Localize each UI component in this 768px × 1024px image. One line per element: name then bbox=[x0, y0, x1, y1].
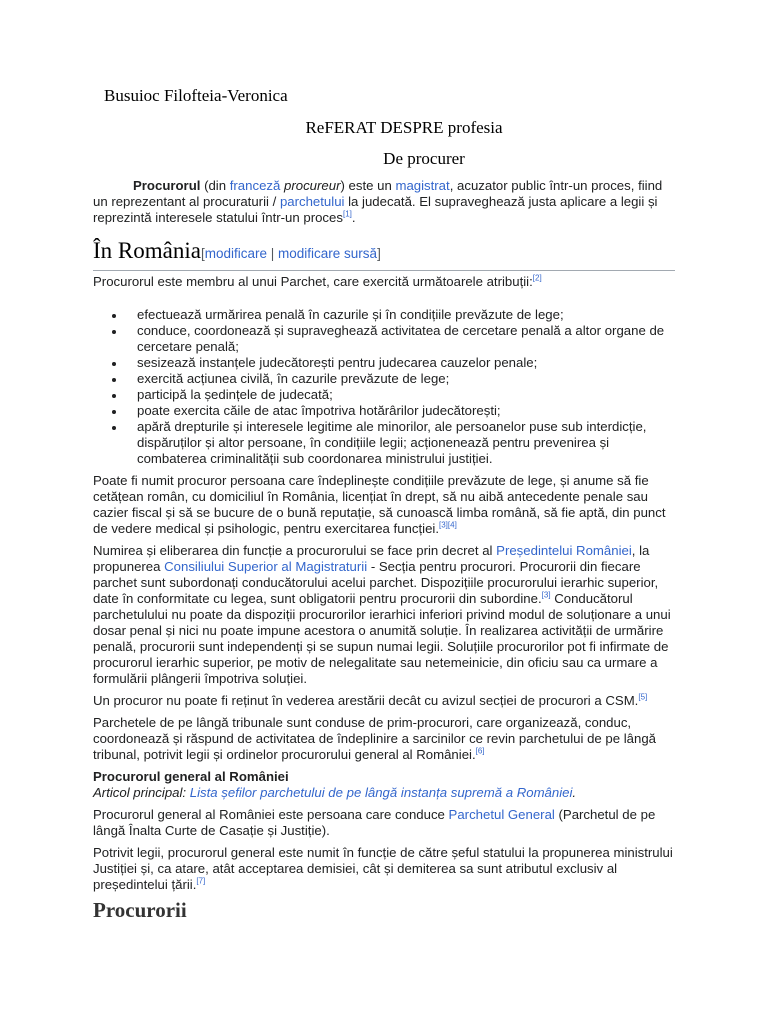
paragraph-text: Un procuror nu poate fi reținut în vederea arestării decât cu avizul secției de procurori a CSM. bbox=[93, 693, 639, 708]
hatnote bbox=[93, 785, 678, 801]
edit-link[interactable]: modificare bbox=[204, 246, 267, 261]
duties-list bbox=[93, 307, 678, 467]
edit-separator: | bbox=[267, 246, 279, 261]
intro-text: , acuzator public într-un proces, fiind un reprezentant al procuraturii / bbox=[93, 178, 663, 209]
paragraph-text: Numirea și eliberarea din funcție a procurorului se face prin decret al bbox=[93, 543, 497, 558]
list-item: exercită acțiunea civilă, în cazurile prevăzute de lege; bbox=[137, 371, 678, 387]
author-name: Busuioc Filofteia-Veronica bbox=[104, 86, 288, 105]
intro-text: (din bbox=[200, 178, 230, 193]
ref-1[interactable]: [1] bbox=[342, 209, 352, 219]
conditions-paragraph bbox=[93, 473, 678, 537]
subsection-heading: Procurorul general al României bbox=[93, 769, 289, 784]
ref-7[interactable]: [7] bbox=[196, 876, 206, 886]
list-item: poate exercita căile de atac împotriva hotărârilor judecătorești; bbox=[137, 403, 678, 419]
link-csm[interactable]: Consiliului Superior al Magistraturii bbox=[164, 559, 368, 574]
ref-6[interactable]: [6] bbox=[475, 746, 485, 756]
paragraph-text: - Secția pentru procurori. Procurorii din fiecare parchet sunt subordonați conducătorului acelui parchet. Dispozițiile procurorului ierarhic superior, date în conformitate cu legea, sunt obligatorii pentru procurorii din subordine. bbox=[93, 559, 659, 606]
section-heading-procurorii: Procurorii bbox=[93, 898, 187, 922]
ref-2[interactable]: [2] bbox=[532, 273, 542, 283]
document-title: ReFERAT DESPRE profesia bbox=[305, 118, 503, 137]
document-subtitle: De procurer bbox=[383, 149, 465, 168]
term-bold: Procurorul bbox=[133, 178, 201, 193]
hatnote-end: . bbox=[572, 785, 577, 800]
edit-bracket: ] bbox=[377, 246, 381, 261]
link-franceza[interactable]: franceză bbox=[229, 178, 281, 193]
paragraph-text: Conducătorul parchetulului nu poate da dispoziții procurorilor ierarhici inferiori privind modul de soluționare a unui dosar penal și nici nu poate impune acestora o anumită soluție. În realizarea activității de urmărire penală, procurorii sunt independenți și se supun numai legii. Soluțiile procurorilor pot fi infirmate de procurorul ierarhic superior, pe motiv de nelegalitate sau netemeinicie, din oficiu sau ca urmare a formulării plângerii împotriva soluției. bbox=[93, 591, 671, 686]
list-item: conduce, coordonează și supraveghează activitatea de cercetare penală a altor organe de cercetare penală; bbox=[137, 323, 678, 355]
arrest-paragraph bbox=[93, 693, 678, 709]
intro-paragraph bbox=[93, 178, 678, 226]
edit-bracket: [ bbox=[200, 246, 205, 261]
intro-text: . bbox=[351, 210, 356, 225]
general-paragraph-1 bbox=[93, 807, 678, 839]
hatnote-link[interactable]: Lista șefilor parchetului de pe lângă instanța supremă a României bbox=[189, 785, 573, 800]
hatnote-label: Articol principal: bbox=[93, 785, 190, 800]
ref-5[interactable]: [5] bbox=[638, 692, 648, 702]
paragraph-text: , la propunerea bbox=[93, 543, 650, 574]
main-content bbox=[93, 274, 678, 893]
origin-word: procureur bbox=[284, 178, 341, 193]
appointment-paragraph bbox=[93, 543, 678, 687]
link-parchetul-general[interactable]: Parchetul General bbox=[448, 807, 555, 822]
general-paragraph-2 bbox=[93, 845, 678, 893]
ref-3[interactable]: [3] bbox=[541, 590, 551, 600]
list-item: efectuează urmărirea penală în cazurile și în condițiile prevăzute de lege; bbox=[137, 307, 678, 323]
paragraph-text: (Parchetul de pe lângă Înalta Curte de Casație și Justiție). bbox=[93, 807, 656, 838]
list-item: apără drepturile și interesele legitime ale minorilor, ale persoanelor puse sub interdicție, dispăruților și altor persoane, în condițiile legii; acționenează pentru prevenirea și combaterea criminalității sub coordonarea ministrului justiției. bbox=[137, 419, 678, 467]
list-item: sesizează instanțele judecătorești pentru judecarea cauzelor penale; bbox=[137, 355, 678, 371]
section-heading-romania bbox=[93, 238, 675, 271]
link-parchetului[interactable]: parchetului bbox=[279, 194, 345, 209]
link-magistrat[interactable]: magistrat bbox=[395, 178, 450, 193]
paragraph-text: Poate fi numit procuror persoana care îndeplinește condițiile prevăzute de lege, și anume să fie cetățean român, cu domiciliul în România, licențiat în drept, să nu aibă antecedente penale sau cazier fiscal și să se bucure de o bună reputație, să cunoască limba română, să fie aptă, din punct de vedere medical și psihologic, pentru exercitarea funcției. bbox=[93, 473, 666, 536]
paragraph-text: Parchetele de pe lângă tribunale sunt conduse de prim-procurori, care organizează, conduc, coordonează și răspund de activitatea de îndeplinire a sarcinilor ce revin parchetului de pe lângă tribunal, potrivit legii și ordinelor procurorului general al României. bbox=[93, 715, 657, 762]
heading-text: În România bbox=[93, 238, 201, 263]
link-presedinte[interactable]: Președintelui României bbox=[496, 543, 632, 558]
tribunal-paragraph bbox=[93, 715, 678, 763]
ref-3-4[interactable]: [3][4] bbox=[439, 520, 457, 530]
paragraph-text: Potrivit legii, procurorul general este numit în funcție de către șeful statului la propunerea ministrului Justiției și, ca atare, atât acceptarea demisiei, cât și demiterea sa sunt atributul exclusiv al președintelui țării. bbox=[93, 845, 673, 892]
paragraph-text: Procurorul general al României este persoana care conduce bbox=[93, 807, 449, 822]
duties-lead bbox=[93, 274, 678, 290]
intro-text: la judecată. El supraveghează justa aplicare a legii și reprezintă interesele statului într-un proces bbox=[93, 194, 658, 225]
list-item: participă la ședințele de judecată; bbox=[137, 387, 678, 403]
edit-source-link[interactable]: modificare sursă bbox=[278, 246, 378, 261]
lead-text: Procurorul este membru al unui Parchet, care exercită următoarele atribuții: bbox=[93, 274, 533, 289]
intro-text: ) este un bbox=[340, 178, 396, 193]
